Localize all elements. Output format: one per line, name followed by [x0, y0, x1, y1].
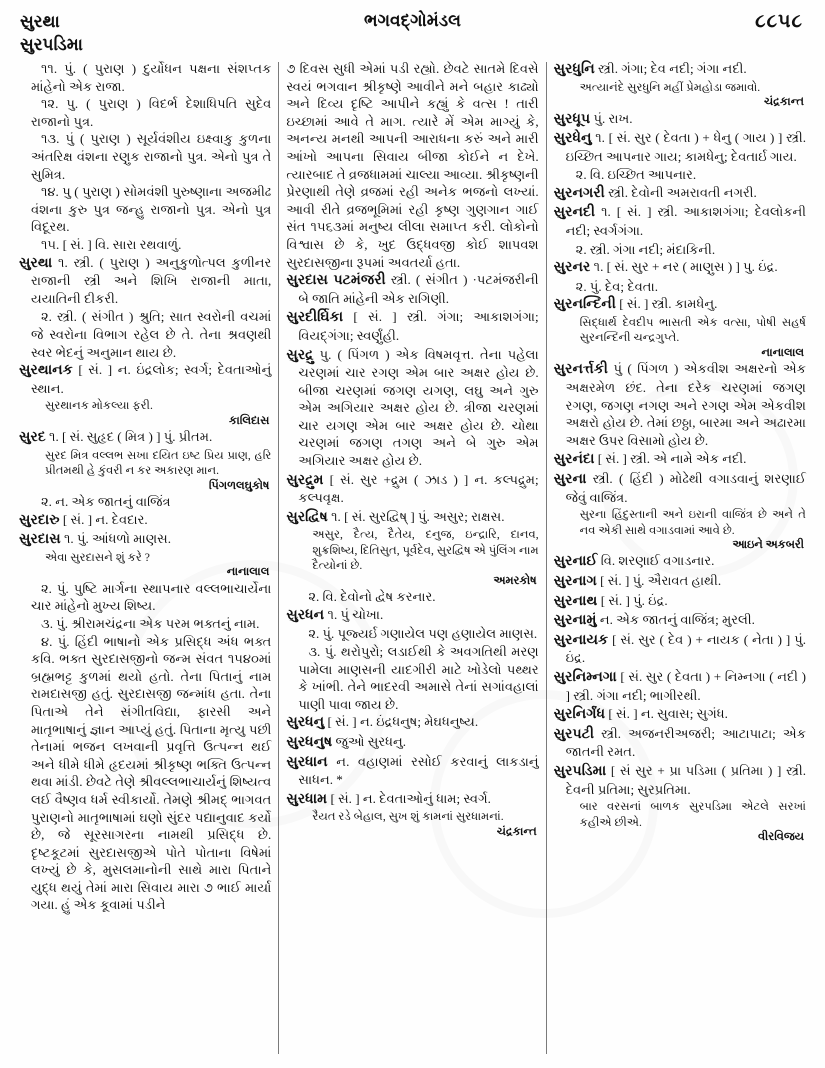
entry-sense: ૨. સ્ત્રી. ગંગા નદી; મંદાકિની.: [575, 241, 716, 257]
entry-headword: સુરનાયક: [553, 631, 609, 648]
entry-headword: સુરધેનુ: [553, 130, 592, 147]
entry-body: [554, 258, 806, 277]
entry-headword: સુરનંદા: [553, 451, 595, 468]
entry-sense: ૨. ન. એક જાતનું વાજિંત્ર: [41, 494, 171, 510]
entry-headword: સુરદાસ પટમંજરી: [286, 272, 386, 289]
entry-definition: [ સં. ] ન. દેવદાર.: [59, 511, 148, 527]
dictionary-entry: [19, 254, 271, 308]
entry-body: [286, 308, 538, 344]
entry-sense: ૨. વિ. ઇચ્છિત આપનાર.: [575, 167, 697, 183]
entry-headword: સુરનર્ત્તકી: [553, 361, 608, 378]
dictionary-entry: [286, 606, 538, 625]
citation-source: અમરકોષ: [493, 574, 537, 587]
dictionary-entry: [554, 762, 806, 798]
entry-body: [286, 471, 538, 507]
entry-headword: સુરધામ: [286, 790, 328, 807]
entry-body: [286, 753, 538, 789]
dictionary-entry: [554, 295, 806, 314]
entry-body: [286, 733, 538, 752]
dictionary-entry: [554, 110, 806, 129]
citation-quote: સુરના હિંદુસ્તાની અને ઇરાની વાજિંત્ર છે અને તે નવ એકી સાથે વગાડવામાં આવે છે.: [579, 508, 806, 537]
entry-definition: ૧. [ સં. સુર ( દેવતા ) + ધેનુ ( ગાય ) ] સ્ત્રી. ઇચ્છિત આપનાર ગાય; કામધેનુ; દેવતાર્ઇ ગાય.: [565, 130, 806, 164]
citation-quote: બાર વરસનાં બાળક સુરપડિમા એટલે સરખાં કહીએ છીએ.: [579, 800, 806, 829]
entry-sense: ૧૫. [ સં. ] વિ. સારા રથવાળું.: [41, 236, 182, 252]
entry-definition: પુ. ( પિંગળ ) એક વિષમવૃત્ત. તેના પહેલા ચરણમાં ચાર રગણ એમ બાર અક્ષર હોય છે. બીજા ચરણમાં જગણ યગણ, લઘુ અને ગુરુ એમ અગિયાર અક્ષર હોય છે. ત્રીજા ચરણમાં ચાર યગણ એમ બાર અક્ષર હોય છે. ચોથા ચરણમાં જગણ તગણ અને બે ગુરુ એમ અગિયાર અક્ષર હોય છે.: [298, 346, 539, 469]
book-title: ભગવદ્ગોમંડલ: [364, 11, 461, 30]
text-column-2: [279, 60, 545, 1060]
dictionary-entry: [554, 725, 806, 761]
entry-headword: સુરપટી: [553, 725, 595, 742]
dictionary-entry: [554, 705, 806, 724]
entry-body: [554, 762, 806, 798]
entry-body: [286, 346, 538, 470]
entry-definition: વિ. શરણાઈ વગાડનાર.: [597, 553, 715, 569]
entry-body: [554, 668, 806, 704]
entry-definition: [ સં. ] ન. સુવાસ; સુગંધ.: [605, 706, 728, 722]
entry-body: [554, 450, 806, 469]
citation-quote: અસુર, દૈત્ય, દૈતેય, દનુજ, ઇન્દ્રારિ, દાનવ, શુક્રશિષ્ય, દિતિસુત, પૂર્વદેવ, સુરદ્વિષ એ પુંલિંગ નામ દૈત્યોનાં છે.: [312, 528, 539, 573]
entry-definition: [ સં. ] પું. ઐરાવત હાથી.: [596, 573, 722, 588]
entry-body: [286, 271, 538, 307]
entry-definition: પું ( પિંગળ ) એકવીશ અક્ષરનો એક અક્ષરમેળ છંદ. તેના દરેક ચરણમાં જગણ રગણ, જગણ નગણ અને રગણ એમ એકવીશ અક્ષરો હોય છે. તેમાં છઠ્ઠા, બારમા અને અઢારમા અક્ષર ઉપર વિસામો હોય છે.: [565, 361, 806, 448]
entry-headword: સુરથા: [19, 254, 53, 271]
entry-definition: સ્ત્રી. ગંગા; દેવ નદી; ગંગા નદી.: [594, 61, 747, 76]
citation-source: ચંદ્રકાન્ત: [496, 825, 537, 838]
dictionary-entry: [554, 184, 806, 203]
dictionary-entry: [286, 733, 538, 752]
citation-quote: એવા સુરદાસને શું કરે ?: [45, 550, 150, 564]
entry-headword: સુરનાઈ: [553, 553, 598, 570]
dictionary-entry: [554, 258, 806, 277]
dictionary-entry: [19, 428, 271, 447]
entry-body: [286, 508, 538, 527]
entry-headword: સુરધુનિ: [553, 61, 595, 77]
page-number: ૮૮૫૮: [755, 11, 803, 32]
dictionary-entry: [286, 713, 538, 732]
entry-definition: [ સં સુર + પ્રા પડિમા ( પ્રતિમા ) ] સ્ત્રી. દેવની પ્રતિમા; સુરપ્રતિમા.: [565, 762, 806, 797]
entry-definition: [ સં. સુર ( દેવ ) + નાયક ( નેતા ) ] પું. ઇંદ્ર.: [565, 631, 806, 666]
entry-headword: સુરદ્વિષ: [286, 508, 328, 525]
entry-definition: [ સં. ] ન. ઇંદ્રધનુષ; મેઘધનુષ્ય.: [324, 714, 479, 730]
dictionary-entry: [554, 552, 806, 571]
dictionary-entry: [554, 631, 806, 667]
entry-body: [554, 184, 806, 203]
entry-body: [554, 470, 806, 506]
entry-body: [19, 361, 271, 397]
entry-body: [554, 572, 806, 591]
running-head: [12, 10, 813, 58]
entry-definition: ૧. [ સં. સુર + નર ( માણુસ ) ] પુ. ઇંદ્ર.: [590, 259, 778, 275]
text-column-1: [12, 60, 278, 1060]
entry-body: [554, 725, 806, 761]
dictionary-entry: [19, 511, 271, 530]
entry-body: [19, 511, 271, 530]
dictionary-entry: [286, 790, 538, 809]
entry-body: [554, 705, 806, 724]
entry-headword: સુરદ્રુ: [286, 346, 314, 363]
dictionary-entry: [554, 203, 806, 239]
citation-source: કાલિદાસ: [228, 414, 270, 427]
citation-quote: સિદ્ધાર્થ દેવદીપ ભાસતી એક વત્સા, પોષી સહર્ષ સુરનન્દિની ચન્દ્રગુપ્તે.: [579, 316, 806, 345]
entry-definition: ૧. સ્ત્રી. ( પુરાણ ) અનુકુળોત્પલ કુળીનર રાજાની સ્ત્રી અને શિખિ રાજાની માતા, યયાતિની દીકરી.: [31, 254, 272, 306]
entry-sense: ૪. પું. હિંદી ભાષાનો એક પ્રસિદ્ધ અંધ ભક્ત કવિ. ભક્ત સુરદાસજીનો જન્મ સંવત ૧૫૪૦માં બ્રહ્મભટ્ટ કુળમાં થયો હતો. તેના પિતાનું નામ રામદાસજી હતું. સુરદાસજી જન્માંધ હતા. તેના પિતાએ તેને સંગીતવિદ્યા, ફારસી અને માતૃભાષાનું જ્ઞાન આપ્યું હતું. પિતાના મૃત્યુ પછી તેનામાં ભજન લખવાની પ્રવૃત્તિ ઉત્પન્ન થઈ અને ધીમે ધીમે હૃદયમાં શ્રીકૃષ્ણ ભક્તિ ઉત્પન્ન થવા માંડી. છેવટે તેણે શ્રીવલ્લભાચાર્યનું શિષ્યત્વ લઈ વૈષ્ણવ ધર્મ સ્વીકાર્યો. તેમણે શ્રીમદ્ ભાગવત પુરાણનો માતૃભાષામાં ઘણો સુંદર પદ્યાનુવાદ કર્યો છે, જે સૂરસાગરના નામથી પ્રસિદ્ધ છે. દૃષ્ટકૂટમાં સુરદાસજીએ પોતે પોતાના વિષેમાં લખ્યું છે કે, મુસલમાનોની સાથે મારા પિતાને યુદ્ધ થયું તેમાં મારા સિવાય મારા ૭ ભાઈ માર્યા ગયા. હું એક કૂવામાં પડીને: [31, 633, 272, 913]
entry-definition: [ સં. ] સ્ત્રી. એ નામે એક નદી.: [594, 451, 747, 467]
entry-body: [286, 606, 538, 625]
entry-definition: ન. વહાણમાં રસોઈ કરવાનું લાકડાનું સાધન. *: [298, 753, 539, 788]
entry-definition: [ સં. ] સ્ત્રી. કામધેનુ.: [615, 296, 718, 312]
entry-definition: ૧. [ સં. સુરદ્વિષ્ ] પું. અસુર; રાક્ષસ.: [327, 508, 505, 524]
citation-quote: અત્યાનંદે સુરધુનિ મહીં પ્રેમહોડા જમાવો.: [579, 80, 761, 94]
entry-definition: ૧. [ સં. સુહૃદ ( મિત્ર ) ] પું. પ્રીતમ.: [45, 429, 213, 445]
entry-headword: સુરનદી: [553, 204, 596, 221]
dictionary-entry: [19, 361, 271, 397]
citation-source: પિંગળલઘુકોષ: [208, 479, 270, 492]
entry-headword: સુરદ્રુમ: [286, 471, 324, 488]
entry-body: [286, 713, 538, 732]
entry-definition: સ્ત્રી. દેવોની અમરાવતી નગરી.: [604, 184, 757, 200]
dictionary-entry: [286, 308, 538, 344]
entry-definition: [ સં. સુર +દ્રુમ ( ઝાડ ) ] ન. કલ્પદ્રુમ; કલ્પવૃક્ષ.: [298, 471, 539, 506]
citation-source: આઇને અકબરી: [732, 538, 804, 551]
entry-definition: [ સં. ] ન. ઇંદ્રલોક; સ્વર્ગ; દેવતાઓનું સ્થાન.: [31, 362, 272, 396]
entry-sense: ૨. સ્ત્રી. ( સંગીત ) શ્રુતિ; સાત સ્વરોની વચમાં જે સ્વરોના વિભાગ રહેલ છે તે. તેના શ્રવણથી સ્વર ભેદનું અનુમાન થાય છે.: [31, 309, 272, 360]
dictionary-entry: [286, 508, 538, 527]
citation-source: નાનાલાલ: [226, 566, 270, 579]
entry-definition: ૧. પું ચોખા.: [324, 606, 384, 622]
entry-sense: ૧૪. પુ ( પુરાણ ) સોમવંશી પુરુષ્ણાના અજમીઢ વંશના કુરુ પુત્ર જન્હુ રાજાનો પુત્ર. એનો પુત્ર વિદૂરથ.: [31, 184, 272, 235]
dictionary-entry: [554, 360, 806, 449]
entry-sense: ૩. પું. શ્રીરામચંદ્રના એક પરમ ભક્તનું નામ.: [41, 615, 260, 631]
entry-body: [554, 295, 806, 314]
entry-body: [554, 60, 806, 79]
entry-headword: સુરનાગ: [553, 573, 597, 589]
entry-headword: સુરનન્દિની: [553, 296, 616, 313]
citation-source: ચંદ્રકાન્ત: [764, 96, 804, 108]
column-container: [12, 60, 813, 1060]
text-column-3: [547, 60, 813, 1060]
entry-definition: ન. એક જાતનું વાજિંત્ર; મુરલી.: [596, 612, 755, 628]
dictionary-entry: [554, 450, 806, 469]
dictionary-entry: [19, 530, 271, 549]
dictionary-entry: [286, 346, 538, 470]
citation-quote: સુરથાનક મોકલ્યા ફરી.: [45, 399, 153, 413]
entry-sense: ૨. વિ. દેવોનો દ્વેષ કરનાર.: [308, 589, 436, 605]
entry-headword: સુરદારુ: [19, 511, 60, 528]
entry-headword: સુરથાનક: [19, 362, 73, 379]
entry-body: [554, 552, 806, 571]
entry-headword: સુરનગરી: [553, 184, 605, 201]
entry-headword: સુરનર: [553, 259, 591, 276]
entry-headword: સુરધન: [286, 606, 325, 623]
continuation-paragraph: ૭ દિવસ સુધી એમાં પડી રહ્યો. છેવટે સાતમે દિવસે સ્વયં ભગવાન શ્રીકૃષ્ણે આવીને મને બહાર કાઢ્યો અને દિવ્ય દૃષ્ટિ આપીને કહ્યું કે વત્સ ! તારી ઇચ્છામાં આવે તે માગ. ત્યારે મેં એમ માગ્યું કે, અનન્ય મનથી આપની આરાધના કરું અને મારી આંખો આપના સિવાય બીજા કોઈને ન દેખે. ત્યારબાદ તે વ્રજધામમાં ચાલ્યા આવ્યા. શ્રીકૃષ્ણની પ્રેરણાથી તેણે વ્રજમાં રહી અનેક ભજનો લખ્યાં. આવી રીતે વ્રજભૂમિમાં રહી કૃષ્ણ ગુણગાન ગાઈ સંત ૧૫૬૩માં મનુષ્ય લીલા સમાપ્ત કરી. લોકોનો વિશ્વાસ છે કે, ખુદ ઉદ્ધવજી કોઈ શાપવશ સુરદાસજીના રૂપમાં અવતર્યા હતા.: [286, 61, 539, 270]
entry-definition: સ્ત્રી. ( હિંદી ) મોઢેથી વગાડવાનું શરણાઈ જેવું વાજિંત્ર.: [565, 470, 806, 505]
entry-definition: [ સં. ] ન. દેવતાઓનું ધામ; સ્વર્ગ.: [327, 790, 491, 806]
entry-headword: સુરધનુ: [286, 714, 325, 731]
entry-sense: ૧૧. પું. ( પુરાણ ) દુર્યોધન પક્ષના સંશપ્તક માંહેનો એક રાજા.: [31, 61, 272, 94]
dictionary-entry: [554, 470, 806, 506]
entry-headword: સુરધાન: [286, 753, 328, 770]
citation-source: નાનાલાલ: [761, 346, 804, 359]
entry-definition: [ સં. ] પું. ઇંદ્ર.: [597, 592, 668, 608]
entry-headword: સુરના: [553, 470, 587, 487]
entry-headword: સુરદીર્ઘિકા: [286, 309, 344, 326]
entry-headword: સુરધનુષ: [286, 733, 333, 750]
dictionary-entry: [286, 753, 538, 789]
entry-definition: ૧. [ સં. ] સ્ત્રી. આકાશગંગા; દેવલોકની નદી; સ્વર્ગગંગા.: [565, 204, 806, 239]
entry-body: [554, 592, 806, 611]
entry-headword: સુરદ: [19, 429, 46, 446]
dictionary-entry: [554, 668, 806, 704]
citation-source: વીરવિજય: [757, 830, 804, 843]
entry-body: [19, 530, 271, 549]
dictionary-entry: [554, 592, 806, 611]
entry-sense: ૨. પું. પુષ્ટિ માર્ગના સ્થાપનાર વલ્લભાચાર્યેના ચાર માંહેનો મુખ્ય શિષ્ય.: [31, 580, 272, 614]
dictionary-entry: [554, 129, 806, 165]
entry-body: [286, 790, 538, 809]
entry-headword: સુરનિમ્નગા: [553, 668, 617, 685]
entry-headword: સુરનિર્ગંધ: [553, 706, 606, 723]
entry-definition: [ સં. ] સ્ત્રી. ગંગા; આકાશગંગા; વિયદ્ગંગા; સ્વર્ણુંહી.: [298, 309, 539, 343]
entry-sense: ૩. પું. થરોપુરો; લડાઈથી કે અવગતિથી મરણ પામેલા માણસની યાદગીરી માટે ખોડેલો પથ્થર કે ખાંભી. તેને ભાદરવી અમાસે તેનાં સગાંવહાલાં પાણી પાવા જાય છે.: [298, 643, 539, 712]
dictionary-entry: [554, 572, 806, 591]
dictionary-entry: [554, 611, 806, 630]
entry-headword: સુરનાથ: [553, 592, 598, 609]
entry-body: [19, 254, 271, 308]
entry-body: [19, 428, 271, 447]
entry-body: [554, 360, 806, 449]
entry-definition: પું. રાખ.: [590, 110, 633, 126]
entry-body: [554, 129, 806, 165]
entry-sense: ૧૩. પું ( પુરાણ ) સૂર્યવંશીય ઇક્ષ્વાકુ કુળના અંતરિક્ષ વંશના રણુક રાજાનો પુત્ર. એનો પુત્ર તે સુમિત્ર.: [31, 131, 272, 182]
entry-definition: ૧. પું. આંધળો માણસ.: [60, 531, 172, 547]
entry-definition: [ સં. સુર ( દેવતા ) + નિમ્નગા ( નદી ) ] સ્ત્રી. ગંગા નદી; ભાગીરથી.: [565, 668, 806, 703]
dictionary-entry: [554, 60, 806, 79]
entry-headword: સુરધૂપ: [553, 110, 591, 127]
entry-headword: સુરનામું: [553, 612, 597, 629]
entry-sense: ૨. પું. દેવ; દેવતા.: [575, 278, 658, 294]
running-head-first-word: સુરથા: [20, 12, 60, 31]
entry-headword: સુરપડિમા: [553, 762, 607, 779]
dictionary-entry: [286, 471, 538, 507]
entry-sense: ૧૨. પુ. ( પુરાણ ) વિદર્ભ દેશાધિપતિ સુદેવ રાજાનો પુત્ર.: [31, 96, 272, 129]
entry-definition: સ્ત્રી. ( સંગીત ) ·પટમંજરીની બે જાતિ માંહેની એક રાગિણી.: [298, 272, 539, 306]
entry-headword: સુરદાસ: [19, 531, 61, 548]
entry-body: [554, 631, 806, 667]
entry-body: [554, 611, 806, 630]
entry-body: [554, 110, 806, 129]
entry-body: [554, 203, 806, 239]
running-head-last-word: સુરપડિમા: [20, 35, 83, 54]
entry-definition: સ્ત્રી. અજનરીઅજરી; આટાપાટા; એક જાતની રમત.: [565, 725, 806, 760]
citation-quote: રૈયત રડે બેહાલ, સુખ શું કામનાં સુરધામનાં.: [312, 810, 504, 824]
citation-quote: સુરદ મિત્ર વલ્લભ સખા દયિત ઇષ્ટ પ્રિય પ્રાણ, હરિ પ્રીતમથી હે કુંવરી ન કર અકારણ માન.: [45, 448, 272, 478]
dictionary-entry: [286, 271, 538, 307]
entry-sense: ૨. પું. પૂજ્યર્ઇ ગણાયેલ પણ હણાયેલ માણસ.: [308, 626, 538, 642]
entry-definition: જુઓ સુરધનુ.: [332, 733, 407, 749]
